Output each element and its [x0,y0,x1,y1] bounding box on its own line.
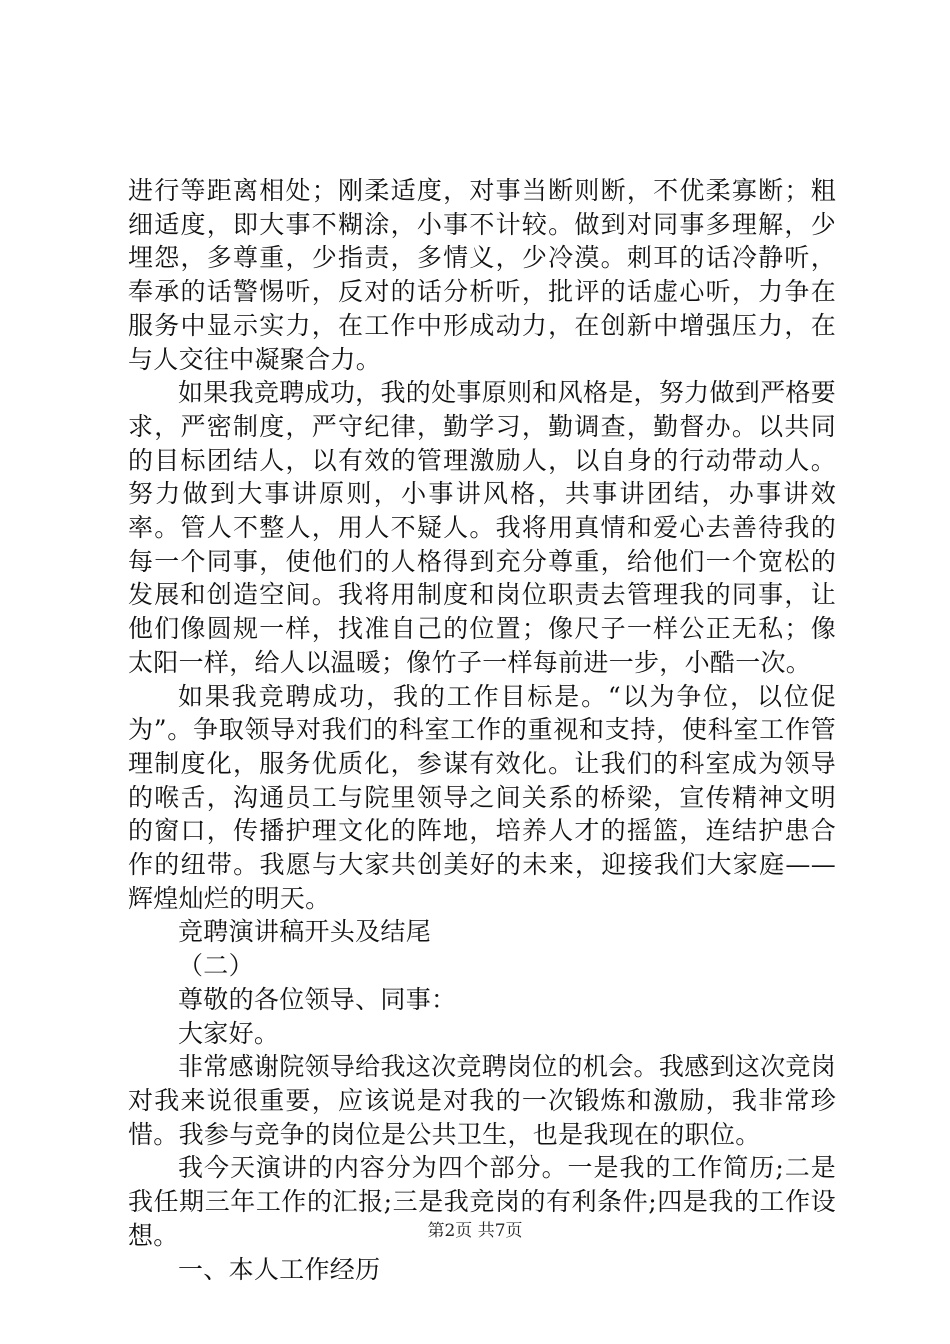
paragraph-2: 如果我竞聘成功，我的处事原则和风格是，努力做到严格要求，严密制度，严守纪律，勤学习，勤调查，勤督办。以共同的目标团结人，以有效的管理激励人，以自身的行动带动人。努力做到大事讲原则，小事讲风格，共事讲团结，办事讲效率。管人不整人，用人不疑人。我将用真情和爱心去善待我的每一个同事，使他们的人格得到充分尊重，给他们一个宽松的发展和创造空间。我将用制度和岗位职责去管理我的同事，让他们像圆规一样，找准自己的位置；像尺子一样公正无私；像太阳一样，给人以温暖；像竹子一样每前进一步，小酷一次。 [128,378,836,677]
greeting: 大家好。 [178,1018,280,1048]
paragraph-4: 非常感谢院领导给我这次竞聘岗位的机会。我感到这次竞岗对我来说很重要，应该说是对我的一次锻炼和激励，我非常珍惜。我参与竞争的岗位是公共卫生，也是我现在的职位。 [128,1052,836,1149]
document-body [128,174,836,1286]
salutation: 尊敬的各位领导、同事： [178,984,457,1014]
subheading-work-history: 一、本人工作经历 [178,1254,381,1284]
section-number: （二） [178,951,254,981]
paragraph-3: 如果我竞聘成功，我的工作目标是。“以为争位，以位促为”。争取领导对我们的科室工作的重视和支持，使科室工作管理制度化，服务优质化，参谋有效化。让我们的科室成为领导的喉舌，沟通员工与院里领导之间关系的桥梁，宣传精神文明的窗口，传播护理文化的阵地，培养人才的摇篮，连结护患合作的纽带。我愿与大家共创美好的未来，迎接我们大家庭——辉煌灿烂的明天。 [128,681,836,913]
section-title: 竞聘演讲稿开头及结尾 [178,917,432,947]
paragraph-1: 进行等距离相处；刚柔适度，对事当断则断，不优柔寡断；粗细适度，即大事不糊涂，小事不计较。做到对同事多理解，少埋怨，多尊重，少指责，多情义，少冷漠。刺耳的话冷静听，奉承的话警惕听，反对的话分析听，批评的话虚心听，力争在服务中显示实力，在工作中形成动力，在创新中增强压力，在与人交往中凝聚合力。 [128,176,836,374]
paragraph-5: 我今天演讲的内容分为四个部分。一是我的工作简历;二是我任期三年工作的汇报;三是我竞岗的有利条件;四是我的工作设想。 [128,1153,836,1250]
page-number-footer: 第2页 共7页 [427,1221,523,1241]
